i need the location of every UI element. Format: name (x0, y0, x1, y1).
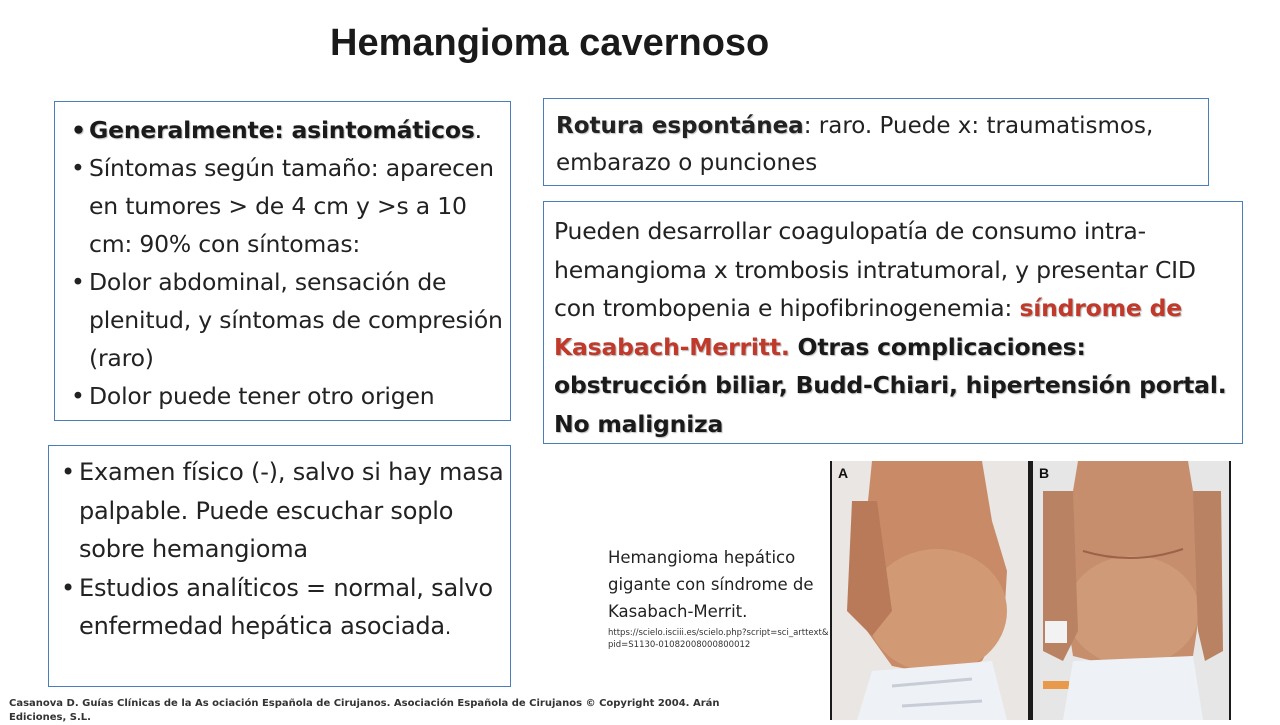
rupture-box (543, 98, 1209, 186)
kasabach-merritt-text: síndrome de Kasabach-Merritt. (554, 294, 1182, 361)
panel-label-a: A (838, 465, 849, 481)
list-item: • Examen físico (-), salvo si hay masa palpable. Puede escuchar soplo sobre hemangioma (55, 453, 506, 569)
exam-list (55, 453, 506, 647)
slide-title: Hemangioma cavernoso (330, 22, 770, 64)
reference-footnote: Casanova D. Guías Clínicas de la As ociación Española de Cirujanos. Asociación Española de Cirujanos © Copyright 2004. Arán Ediciones, S.L. (9, 698, 720, 723)
photo-panel-a (832, 461, 1028, 720)
rupture-heading: Rotura espontánea (556, 113, 804, 139)
patient-front-view-image (1033, 461, 1229, 720)
complications-text: Otras complicaciones: obstrucción biliar, Budd-Chiari, hipertensión portal. No maligniza (554, 332, 1227, 438)
photo-panel-b (1033, 461, 1229, 720)
exam-box (48, 445, 511, 687)
symptoms-list (65, 111, 506, 415)
lead-bold-text: Generalmente: asintomáticos (89, 116, 475, 144)
image-source-url: https://scielo.isciii.es/scielo.php?script=sci_arttext&pid=S1130-01082008000800012 (608, 628, 829, 650)
panel-label-b: B (1039, 465, 1050, 481)
list-item: • Dolor puede tener otro origen (65, 377, 506, 415)
complications-box (543, 201, 1243, 444)
list-item: • Dolor abdominal, sensación de plenitud, y síntomas de compresión (raro) (65, 263, 506, 377)
list-item-text: Estudios analíticos = normal, salvo enfermedad hepática asociada (79, 573, 493, 640)
symptoms-box (54, 101, 511, 421)
list-item: • Síntomas según tamaño: aparecen en tumores > de 4 cm y >s a 10 cm: 90% con síntomas: (65, 149, 506, 263)
list-item (65, 111, 506, 149)
patient-side-view-image (832, 461, 1028, 720)
rupture-text: : raro. Puede x: traumatismos, embarazo o punciones (556, 113, 1154, 176)
list-item (55, 569, 506, 647)
coagulopathy-text: Pueden desarrollar coagulopatía de consumo intra-hemangioma x trombosis intratumoral, y presentar CID con trombopenia e hipofibrinogenemia: (554, 217, 1196, 322)
image-caption: Hemangioma hepático gigante con síndrome de Kasabach-Merrit. (608, 548, 814, 621)
list-item-tail: . (444, 615, 452, 639)
lead-tail-text: . (474, 116, 482, 144)
patient-photo (830, 461, 1231, 720)
